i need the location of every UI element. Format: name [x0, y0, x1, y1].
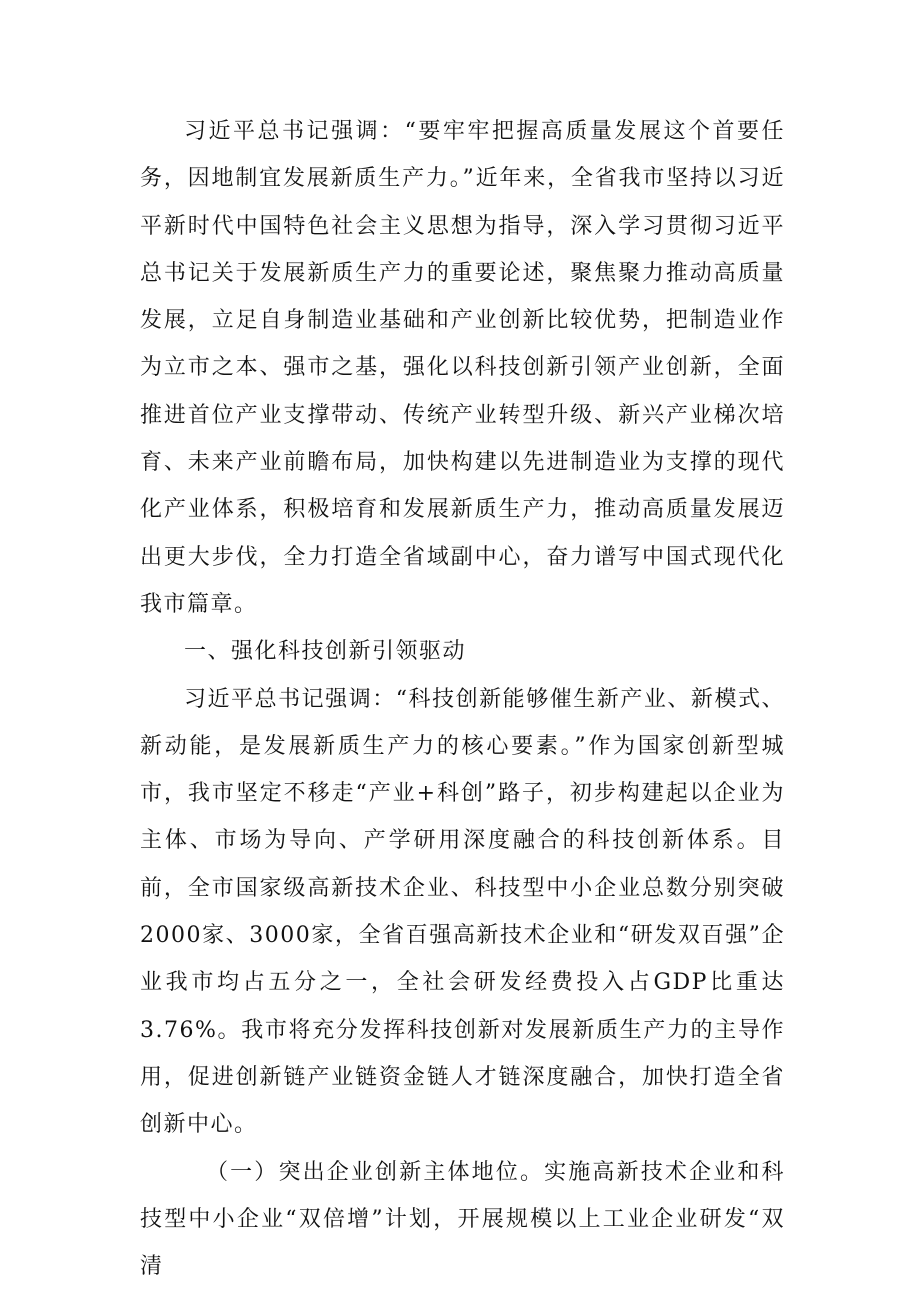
paragraph-subsection-1: （一）突出企业创新主体地位。实施高新技术企业和科技型中小企业“双倍增”计划，开展规模以上工业企业研发“双清 — [140, 1159, 785, 1280]
paragraph-intro: 习近平总书记强调：“要牢牢把握高质量发展这个首要任务，因地制宜发展新质生产力。”近年来，全省我市坚持以习近平新时代中国特色社会主义思想为指导，深入学习贯彻习近平总书记关于发展新质生产力的重要论述，聚焦聚力推动高质量发展，立足自身制造业基础和产业创新比较优势，把制造业作为立市之本、强市之基，强化以科技创新引领产业创新，全面推进首位产业支撑带动、传统产业转型升级、新兴产业梯次培育、未来产业前瞻布局，加快构建以先进制造业为支撑的现代化产业体系，积极培育和发展新质生产力，推动高质量发展迈出更大步伐，全力打造全省域副中心，奋力谱写中国式现代化我市篇章。 — [140, 119, 785, 617]
paragraph-section-1: 习近平总书记强调：“科技创新能够催生新产业、新模式、新动能，是发展新质生产力的核心要素。”作为国家创新型城市，我市坚定不移走“产业+科创”路子，初步构建起以企业为主体、市场为导向、产学研用深度融合的科技创新体系。目前，全市国家级高新技术企业、科技型中小企业总数分别突破2000家、3000家，全省百强高新技术企业和“研发双百强”企业我市均占五分之一，全社会研发经费投入占GDP比重达3.76%。我市将充分发挥科技创新对发展新质生产力的主导作用，促进创新链产业链资金链人才链深度融合，加快打造全省创新中心。 — [140, 686, 785, 1138]
section-heading-1: 一、强化科技创新引领驱动 — [184, 639, 467, 665]
document-body — [140, 108, 785, 1290]
